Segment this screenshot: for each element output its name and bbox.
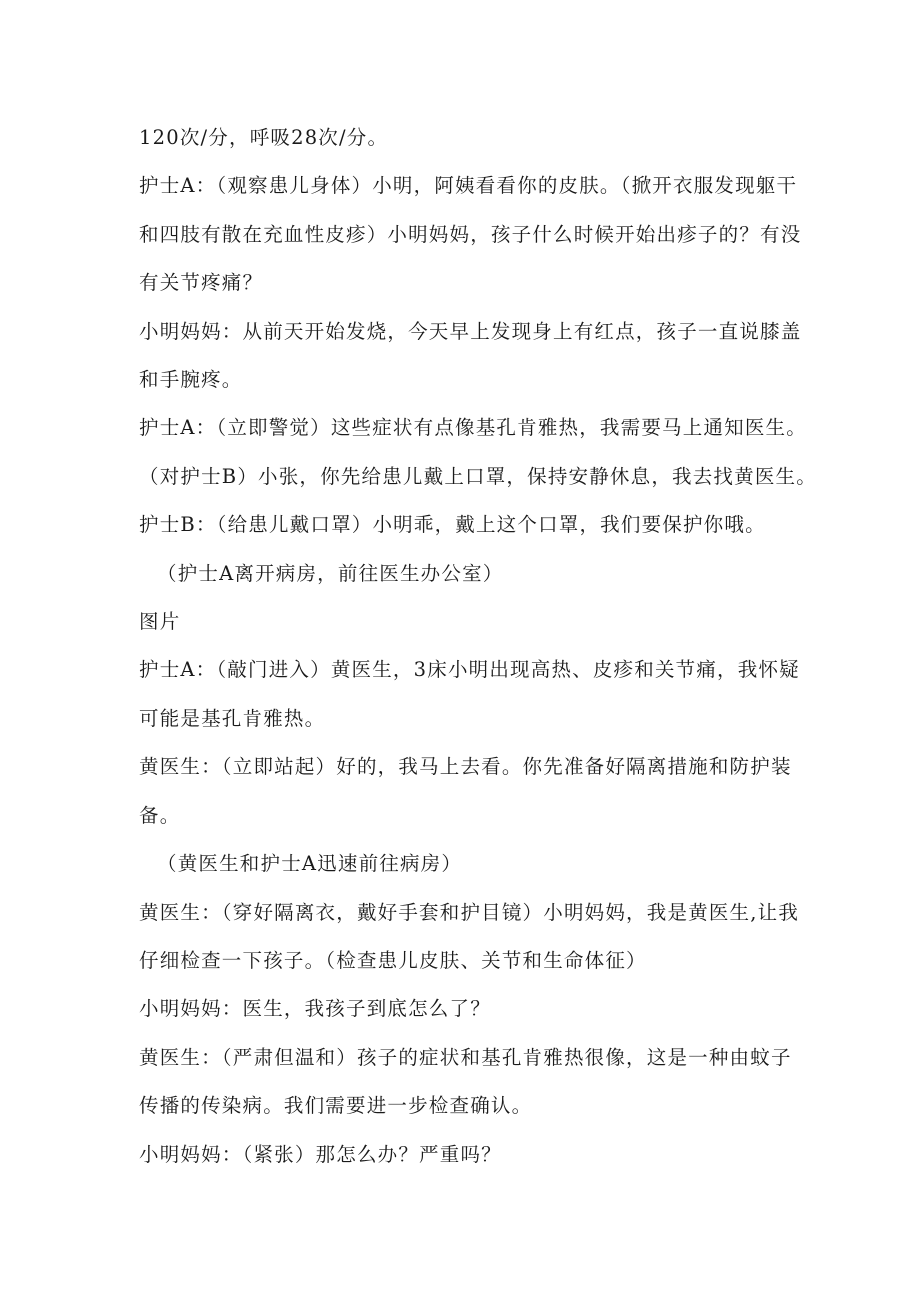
text-line: 和四肢有散在充血性皮疹）小明妈妈，孩子什么时候开始出疹子的？有没: [139, 222, 802, 246]
text-line: 护士A：（敲门进入）黄医生，3床小明出现高热、皮疹和关节痛，我怀疑: [139, 658, 800, 682]
text-line: 120次/分，呼吸28次/分。: [139, 126, 389, 149]
text-line: （护士A离开病房，前往医生办公室）: [157, 561, 504, 585]
paragraph-doctor-response: [139, 743, 792, 840]
paragraph-nurse-a-observe: [139, 162, 802, 307]
document-body: [139, 114, 817, 1179]
text-line: 黄医生：（穿好隔离衣，戴好手套和护目镜）小明妈妈，我是黄医生,让我: [139, 900, 800, 924]
text-line: 黄医生：（立即站起）好的，我马上去看。你先准备好隔离措施和防护装: [139, 755, 792, 779]
stage-direction: [139, 840, 789, 888]
paragraph-mother-question: [139, 985, 789, 1033]
text-line: 图片: [139, 610, 181, 634]
text-line: （黄医生和护士A迅速前往病房）: [157, 852, 463, 876]
paragraph-nurse-a-alert: [139, 404, 817, 501]
paragraph-vitals: [139, 114, 789, 162]
text-line: 护士A：（立即警觉）这些症状有点像基孔肯雅热，我需要马上通知医生。: [139, 416, 807, 440]
paragraph-nurse-a-report: [139, 646, 800, 743]
paragraph-mother-worry: [139, 1131, 789, 1179]
text-line: 小明妈妈：从前天开始发烧，今天早上发现身上有红点，孩子一直说膝盖: [139, 319, 802, 343]
text-line: 小明妈妈：医生，我孩子到底怎么了？: [139, 997, 491, 1021]
text-line: 小明妈妈：（紧张）那怎么办？严重吗？: [139, 1142, 502, 1166]
text-line: 和手腕疼。: [139, 368, 243, 392]
text-line: 可能是基孔肯雅热。: [139, 706, 326, 730]
text-line: 传播的传染病。我们需要进一步检查确认。: [139, 1094, 533, 1118]
text-line: 护士B：（给患儿戴口罩）小明乖，戴上这个口罩，我们要保护你哦。: [139, 513, 766, 537]
text-line: 护士A：（观察患儿身体）小明，阿姨看看你的皮肤。（掀开衣服发现躯干: [139, 174, 798, 198]
text-line: 有关节疼痛？: [139, 271, 264, 295]
paragraph-mother-reply: [139, 308, 802, 405]
text-line: 备。: [139, 803, 181, 827]
paragraph-nurse-b-mask: [139, 501, 789, 549]
text-line: 仔细检查一下孩子。（检查患儿皮肤、关节和生命体征）: [139, 948, 647, 972]
paragraph-doctor-exam: [139, 889, 800, 986]
text-line: （对护士B）小张，你先给患儿戴上口罩，保持安静休息，我去找黄医生。: [139, 464, 817, 488]
stage-direction: [139, 550, 789, 598]
text-line: 黄医生：（严肃但温和）孩子的症状和基孔肯雅热很像，这是一种由蚊子: [139, 1045, 792, 1069]
paragraph-doctor-explain: [139, 1034, 792, 1131]
image-placeholder-label: [139, 598, 789, 646]
